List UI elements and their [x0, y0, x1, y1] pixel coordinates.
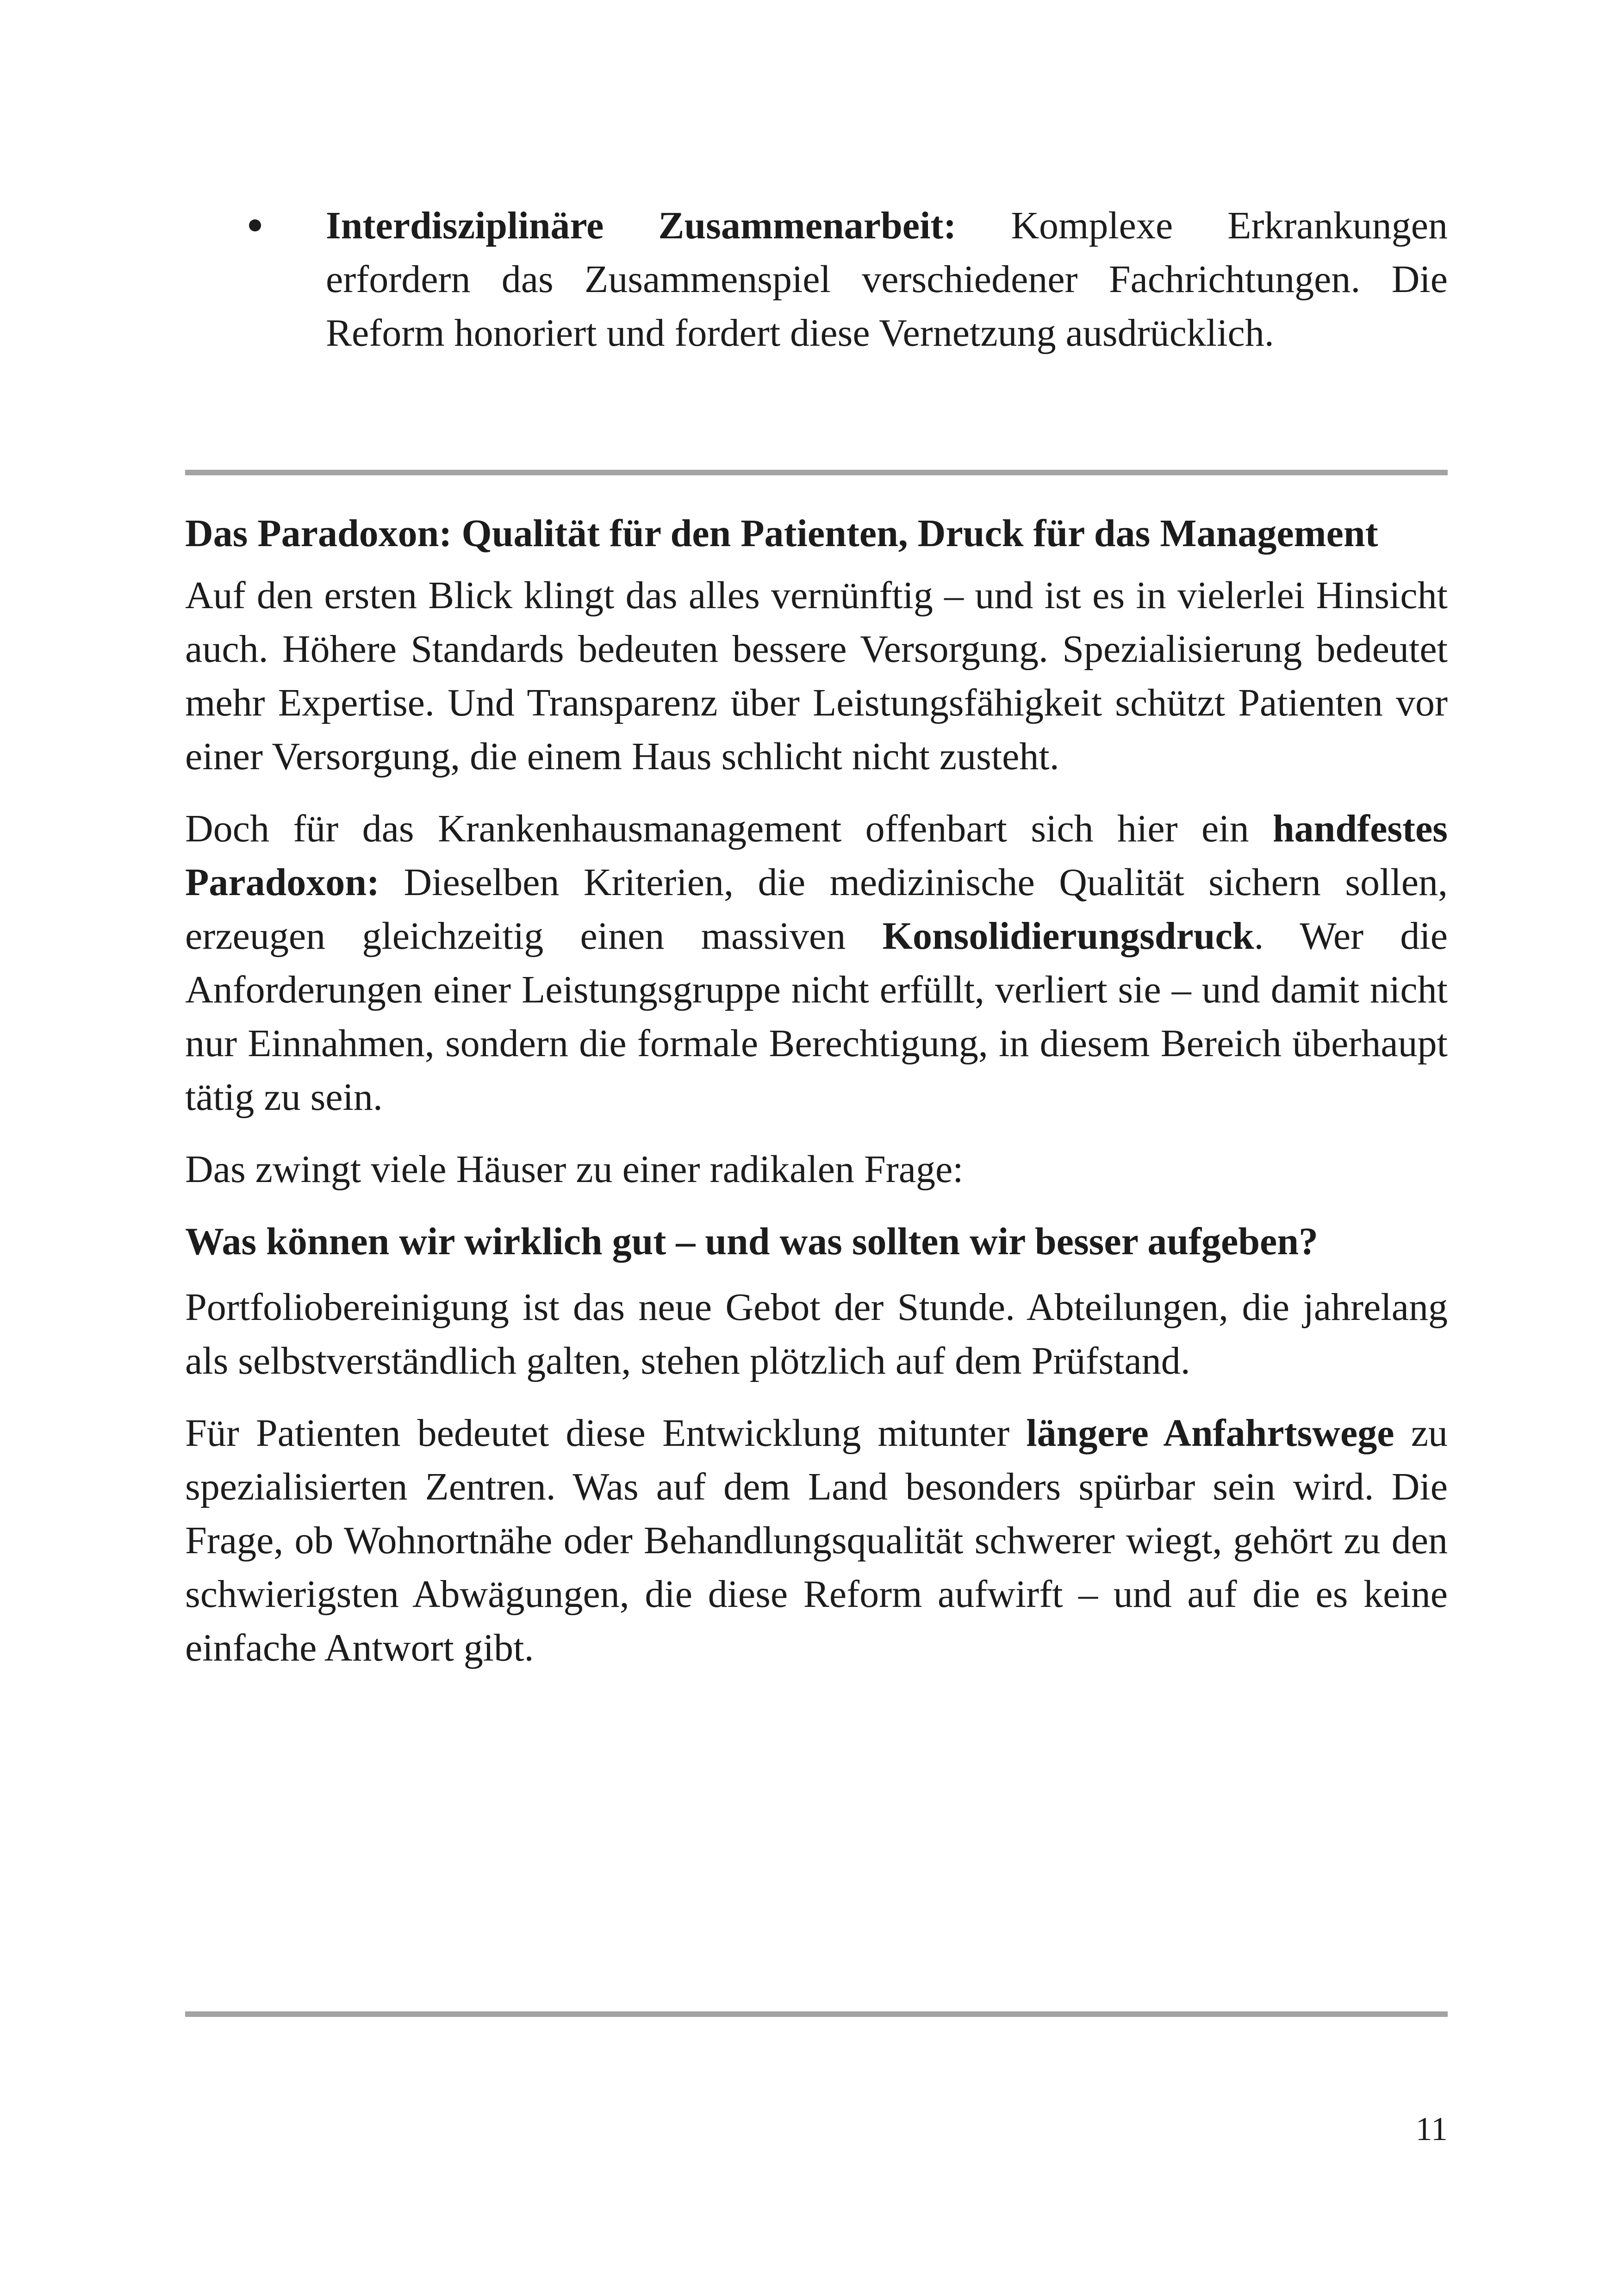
paragraph-2-bold-2: Konsolidierungsdruck: [882, 915, 1254, 958]
paragraph-2-text-3: . Wer die Anforderungen einer Leistungsgruppe nicht erfüllt, verliert sie – und damit nicht nur Einnahmen, sondern die formale Berechtigung, in diesem Bereich überhaupt tätig zu sein.: [185, 915, 1448, 1119]
page-number: 11: [1415, 2110, 1448, 2147]
paragraph-5: [185, 1406, 1448, 1675]
paragraph-2-text-2: Dieselben Kriterien, die medizinische Qualität sichern sollen, erzeugen gleichzeitig einen massiven: [185, 861, 1448, 958]
bullet-list-item: [249, 199, 1448, 360]
bullet-description: Komplexe Erkrankungen erfordern das Zusammenspiel verschiedener Fachrichtungen. Die Reform honoriert und fordert diese Vernetzung ausdrücklich.: [326, 204, 1448, 355]
paragraph-4: Portfoliobereinigung ist das neue Gebot der Stunde. Abteilungen, die jahrelang als selbstverständlich galten, stehen plötzlich auf dem Prüfstand.: [185, 1286, 1448, 1382]
bullet-text: [326, 199, 1448, 360]
section-heading: Das Paradoxon: Qualität für den Patienten, Druck für das Management: [185, 512, 1378, 555]
paragraph-3: Das zwingt viele Häuser zu einer radikalen Frage:: [185, 1148, 964, 1191]
horizontal-rule-top: [185, 470, 1448, 475]
paragraph-1: Auf den ersten Blick klingt das alles vernünftig – und ist es in vielerlei Hinsicht auch. Höhere Standards bedeuten bessere Versorgung. Spezialisierung bedeutet mehr Expertise. Und Transparenz über Leistungsfähigkeit schützt Patienten vor einer Versorgung, die einem Haus schlicht nicht zusteht.: [185, 574, 1448, 778]
bullet-term: Interdisziplinäre Zusammenarbeit:: [326, 204, 957, 247]
paragraph-5-text-2: zu spezialisierten Zentren. Was auf dem Land besonders spürbar sein wird. Die Frage, ob Wohnortnähe oder Behandlungsqualität schwerer wiegt, gehört zu den schwierigsten Abwägungen, die diese Reform aufwirft – und auf die es keine einfache Antwort gibt.: [185, 1412, 1448, 1669]
horizontal-rule-bottom: [185, 2011, 1448, 2017]
section-content: [185, 507, 1448, 1693]
paragraph-5-bold-1: längere Anfahrtswege: [1026, 1412, 1394, 1455]
paragraph-5-text-1: Für Patienten bedeutet diese Entwicklung mitunter: [185, 1412, 1027, 1455]
paragraph-2-bold-1: handfestes Paradoxon:: [185, 807, 1448, 904]
paragraph-2: [185, 802, 1448, 1124]
paragraph-2-text-1: Doch für das Krankenhausmanagement offenbart sich hier ein: [185, 807, 1273, 850]
bullet-dot-icon: [249, 219, 261, 231]
key-question: Was können wir wirklich gut – und was sollten wir besser aufgeben?: [185, 1220, 1319, 1263]
